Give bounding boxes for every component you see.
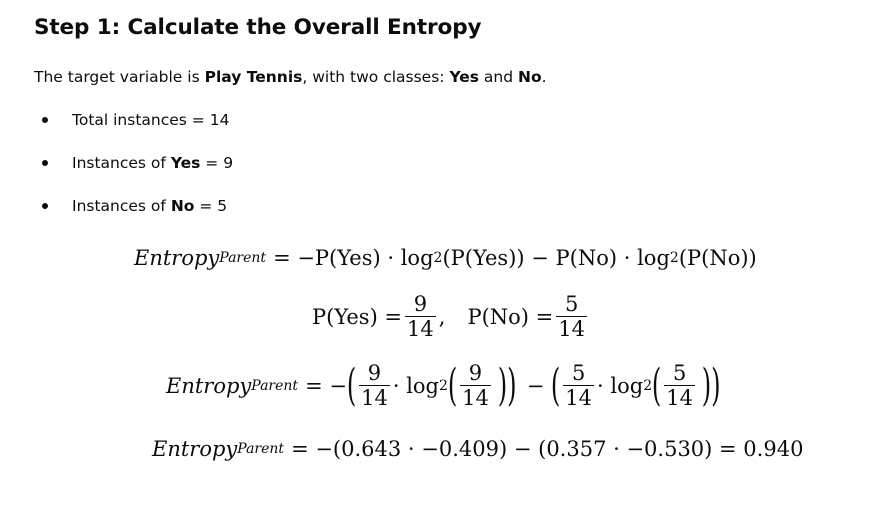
intro-paragraph [34, 66, 547, 88]
p-no-label: P(No) = [467, 304, 554, 329]
fraction-no [556, 293, 587, 340]
formula-rhs-a: = −P(Yes) · log [273, 246, 434, 270]
fraction-no: $\frac{5}{14}$ [565, 361, 593, 410]
entropy-formula [134, 246, 757, 270]
fact-text: Total instances = 14 [72, 111, 230, 129]
intro-variable: Play Tennis [204, 68, 303, 86]
page-heading: Step 1: Calculate the Overall Entropy [34, 15, 482, 40]
fraction-yes [405, 293, 436, 340]
fact-prefix: Instances of [72, 197, 171, 215]
intro-middle: , with two classes: [302, 68, 450, 86]
parent-subscript: Parent [219, 250, 267, 266]
formula-rhs-b: (P(Yes)) − P(No) · log [442, 246, 670, 270]
log-base: 2 [669, 250, 679, 266]
probabilities-formula [312, 293, 590, 340]
fact-suffix: = 9 [200, 154, 234, 172]
intro-and: and [479, 68, 519, 86]
fact-prefix: Instances of [72, 154, 171, 172]
intro-suffix: . [541, 68, 547, 86]
intro-prefix: The target variable is [34, 68, 205, 86]
fact-bold: No [170, 197, 195, 215]
fact-bold: Yes [170, 154, 201, 172]
intro-class-yes: Yes [449, 68, 479, 86]
fraction-numerator: 5 [564, 292, 579, 316]
log-base: 2 [433, 250, 443, 266]
parent-subscript: Parent [237, 441, 285, 457]
entropy-result-formula [152, 437, 803, 461]
fraction-yes: $\frac{9}{14}$ [361, 361, 388, 410]
entropy-name: Entropy [134, 246, 220, 270]
result-rhs: = −(0.643 · −0.409) − (0.357 · −0.530) = 0.940 [291, 437, 804, 461]
fraction-yes: $\frac{9}{14}$ [462, 361, 489, 410]
entropy-name: Entropy [152, 437, 238, 461]
fraction-no: $\frac{5}{14}$ [666, 361, 694, 410]
list-item-yes [72, 152, 233, 174]
parent-subscript: Parent [251, 377, 299, 394]
fraction-denominator: 14 [558, 317, 585, 341]
formula-rhs-c: (P(No)) [678, 246, 757, 270]
entropy-substituted-formula: Entropy Parent = − ( $\frac{9}{14}$ · log 2 ( $\frac{9}{14}$ )) − ( $\frac{5}{14}$ · log 2 ( $\frac{5}{14}$ )) [166, 359, 721, 411]
fraction-denominator: 14 [407, 317, 434, 341]
fraction-numerator: 9 [413, 292, 428, 316]
entropy-name: Entropy [166, 373, 252, 398]
intro-class-no: No [518, 68, 542, 86]
list-item-total [72, 109, 229, 131]
fact-suffix: = 5 [194, 197, 228, 215]
comma: , [438, 304, 446, 329]
p-yes-label: P(Yes) = [312, 304, 403, 329]
list-item-no [72, 195, 227, 217]
